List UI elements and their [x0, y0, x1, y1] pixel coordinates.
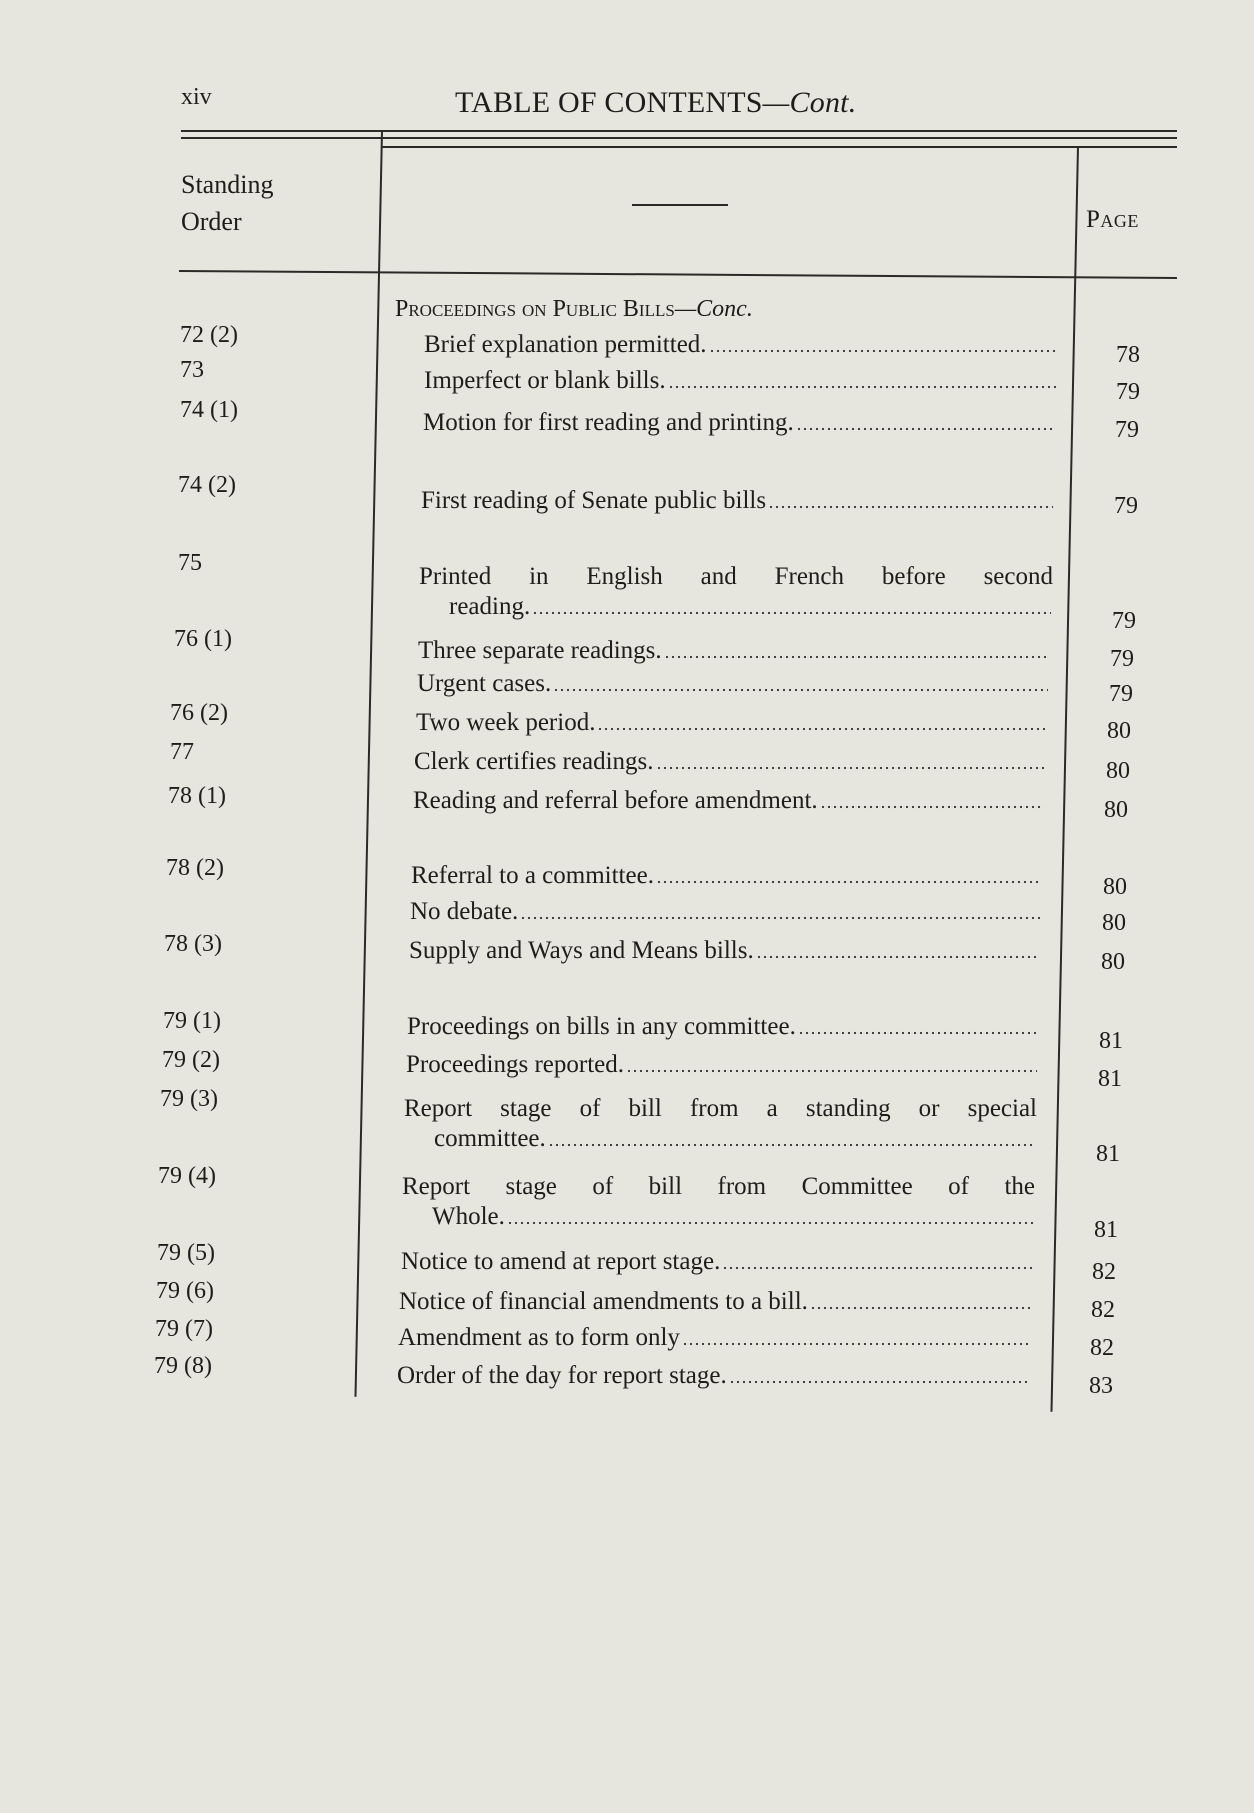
- toc-entry: [423, 408, 1057, 438]
- standing-order-number: 79 (7): [155, 1316, 213, 1342]
- standing-order-number: 78 (2): [166, 855, 224, 881]
- toc-entry-line: [410, 897, 1043, 927]
- toc-entry-line: [424, 330, 1058, 360]
- toc-entry-line: [419, 592, 1053, 622]
- dot-leader: [656, 880, 1042, 884]
- dot-leader: [798, 1031, 1038, 1035]
- page-reference: 80: [1104, 797, 1128, 823]
- toc-entry-line: [406, 1050, 1039, 1080]
- toc-entry-text: No debate.: [410, 898, 519, 925]
- toc-entry-line: [414, 747, 1047, 777]
- page-reference: 81: [1098, 1066, 1122, 1092]
- toc-entry-line: [423, 408, 1057, 438]
- dot-leader: [548, 1143, 1035, 1147]
- page-reference: 79: [1109, 681, 1133, 707]
- toc-entry-text: Three separate readings.: [418, 637, 662, 664]
- standing-order-number: 79 (5): [157, 1240, 215, 1266]
- toc-entry-text: Imperfect or blank bills.: [424, 367, 666, 394]
- toc-entry: [417, 669, 1050, 699]
- toc-entry-text: Motion for first reading and printing.: [423, 409, 794, 436]
- standing-order-number: 79 (8): [154, 1353, 212, 1379]
- standing-order-number: 74 (1): [180, 397, 238, 423]
- toc-entry-line: [397, 1361, 1030, 1391]
- column-header-page: Page: [1086, 206, 1139, 233]
- page-reference: 80: [1102, 910, 1126, 936]
- toc-entry-text: Urgent cases.: [417, 670, 552, 697]
- toc-entry-line: [417, 669, 1050, 699]
- toc-entry-line: [424, 366, 1058, 396]
- page-reference: 79: [1110, 646, 1134, 672]
- dot-leader: [656, 766, 1046, 770]
- dot-leader: [810, 1306, 1030, 1310]
- top-rule-2: [181, 137, 1177, 139]
- toc-entry-text: First reading of Senate public bills: [421, 487, 767, 514]
- dot-leader: [520, 916, 1041, 920]
- toc-entry-line: [411, 861, 1044, 891]
- toc-entry-text: Notice of financial amendments to a bill.: [399, 1288, 808, 1315]
- dot-leader: [709, 349, 1056, 353]
- dot-leader: [722, 1266, 1032, 1270]
- toc-entry: [411, 861, 1044, 891]
- toc-entry: [402, 1172, 1035, 1232]
- toc-entry-line: [413, 786, 1046, 816]
- dot-leader: [796, 427, 1055, 431]
- column-header-order: Order: [181, 207, 242, 236]
- dot-leader: [507, 1221, 1033, 1225]
- toc-entry-text: Notice to amend at report stage.: [401, 1248, 721, 1275]
- standing-order-number: 76 (1): [174, 626, 232, 652]
- page-reference: 79: [1114, 493, 1138, 519]
- section-heading: [395, 296, 753, 323]
- toc-entry-text: Reading and referral before amendment.: [413, 787, 818, 814]
- toc-entry-text: Whole.: [432, 1203, 505, 1230]
- toc-entry: [398, 1323, 1031, 1353]
- dot-leader: [768, 505, 1053, 509]
- toc-entry-text: Two week period.: [416, 709, 596, 736]
- running-title-cont: —Cont.: [762, 86, 857, 119]
- toc-entry-text: Proceedings on bills in any committee.: [407, 1013, 796, 1040]
- toc-entry-text: committee.: [434, 1125, 546, 1152]
- toc-entry-text: Referral to a committee.: [411, 862, 654, 889]
- toc-entry-line: Report stage of bill from Committee of the: [402, 1173, 1035, 1200]
- toc-entry: [407, 1012, 1040, 1042]
- toc-entry-line: [418, 636, 1051, 666]
- toc-entry: [416, 708, 1048, 738]
- dot-leader: [626, 1069, 1037, 1073]
- page-reference: 81: [1099, 1028, 1123, 1054]
- standing-order-number: 78 (1): [168, 783, 226, 809]
- page-number: xiv: [181, 84, 212, 110]
- page-reference: 78: [1116, 342, 1140, 368]
- running-title: [455, 86, 856, 120]
- standing-order-number: 75: [178, 550, 202, 576]
- dot-leader: [668, 385, 1056, 389]
- dot-leader: [664, 655, 1049, 659]
- toc-entry-text: Supply and Ways and Means bills.: [409, 937, 754, 964]
- toc-entry-line: [409, 936, 1042, 966]
- toc-entry-text: Proceedings reported.: [406, 1051, 624, 1078]
- top-rule-3: [382, 146, 1177, 148]
- column-header-standing: Standing: [181, 170, 274, 199]
- page-reference: 79: [1112, 608, 1136, 634]
- toc-entry: [401, 1247, 1034, 1277]
- dot-leader: [553, 688, 1048, 692]
- toc-entry: [419, 562, 1053, 622]
- toc-entry: [406, 1050, 1039, 1080]
- toc-entry: [421, 486, 1055, 516]
- standing-order-number: 76 (2): [170, 700, 228, 726]
- toc-entry-text: Order of the day for report stage.: [397, 1362, 727, 1389]
- toc-entry-text: Amendment as to form only: [398, 1324, 680, 1351]
- page-reference: 79: [1115, 417, 1139, 443]
- toc-entry-text: Brief explanation permitted.: [424, 331, 707, 358]
- toc-entry-line: [407, 1012, 1040, 1042]
- standing-order-number: 79 (1): [163, 1008, 221, 1034]
- page-reference: 80: [1106, 758, 1130, 784]
- standing-order-number: 73: [180, 357, 204, 383]
- column-header-standing-order: [181, 166, 273, 240]
- dot-leader: [756, 955, 1040, 959]
- toc-entry-line: Printed in English and French before second: [419, 563, 1053, 590]
- toc-entry: [413, 786, 1046, 816]
- standing-order-number: 77: [170, 739, 194, 765]
- toc-entry: [424, 330, 1058, 360]
- toc-entry-line: [404, 1124, 1037, 1154]
- standing-order-number: 72 (2): [180, 322, 238, 348]
- standing-order-number: 79 (3): [160, 1086, 218, 1112]
- top-rule-1: [181, 130, 1177, 132]
- dot-leader: [820, 805, 1044, 809]
- standing-order-number: 74 (2): [178, 472, 236, 498]
- page-reference: 80: [1107, 718, 1131, 744]
- toc-entry: [414, 747, 1047, 777]
- standing-order-number: 79 (6): [156, 1278, 214, 1304]
- toc-entry: [410, 897, 1043, 927]
- standing-order-number: 79 (4): [158, 1163, 216, 1189]
- toc-entry-line: Report stage of bill from a standing or special: [404, 1095, 1037, 1122]
- dot-leader: [597, 727, 1046, 731]
- page-reference: 82: [1092, 1259, 1116, 1285]
- toc-entry-line: [402, 1202, 1035, 1232]
- standing-order-number: 78 (3): [164, 931, 222, 957]
- column-header-dash: [632, 204, 728, 206]
- toc-entry: [418, 636, 1051, 666]
- dot-leader: [532, 611, 1051, 615]
- column-divider-left: [354, 131, 383, 1397]
- page-reference: 81: [1096, 1141, 1120, 1167]
- section-heading-title: Proceedings on Public Bills: [395, 296, 675, 322]
- toc-entry-line: [398, 1323, 1031, 1353]
- toc-entry: [424, 366, 1058, 396]
- page-reference: 82: [1091, 1297, 1115, 1323]
- toc-entry-text: Clerk certifies readings.: [414, 748, 654, 775]
- page-reference: 80: [1101, 949, 1125, 975]
- page-reference: 81: [1094, 1217, 1118, 1243]
- toc-entry-line: [401, 1247, 1034, 1277]
- toc-entry-text: reading.: [449, 593, 531, 620]
- toc-entry: [409, 936, 1042, 966]
- page-reference: 79: [1116, 379, 1140, 405]
- toc-entry: [397, 1361, 1030, 1391]
- toc-entry-line: [399, 1287, 1032, 1317]
- page-reference: 80: [1103, 874, 1127, 900]
- standing-order-number: 79 (2): [162, 1047, 220, 1073]
- toc-entry-line: [416, 708, 1048, 738]
- toc-entry: [399, 1287, 1032, 1317]
- toc-entry: [404, 1094, 1037, 1154]
- dot-leader: [682, 1342, 1029, 1346]
- toc-entry-line: [421, 486, 1055, 516]
- header-bottom-rule: [179, 270, 1177, 279]
- page-reference: 83: [1089, 1373, 1113, 1399]
- section-heading-conc: —Conc.: [674, 296, 753, 322]
- dot-leader: [729, 1380, 1028, 1384]
- page-reference: 82: [1090, 1335, 1114, 1361]
- running-title-main: TABLE OF CONTENTS: [455, 86, 763, 119]
